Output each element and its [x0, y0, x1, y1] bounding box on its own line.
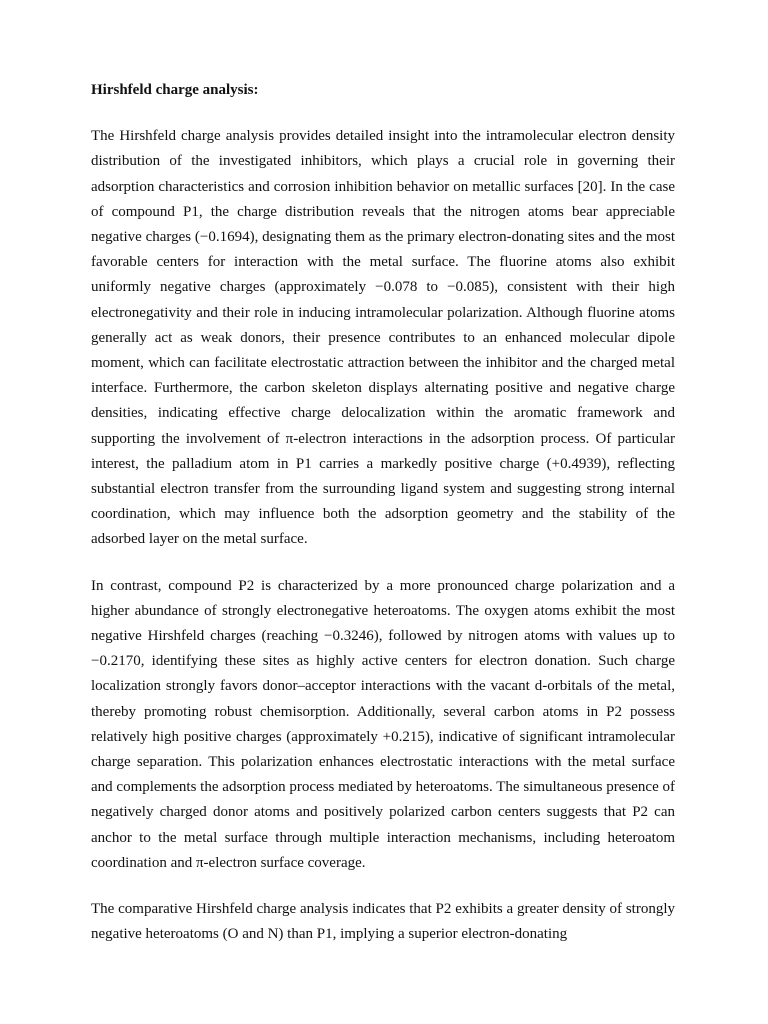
document-page [91, 78, 675, 969]
paragraph-comparison: The comparative Hirshfeld charge analysis indicates that P2 exhibits a greater density of strongly negative heteroatoms (O and N) than P1, implying a superior electron-donating [91, 901, 675, 943]
section-heading: Hirshfeld charge analysis: [91, 82, 259, 98]
paragraph-p1-analysis: The Hirshfeld charge analysis provides detailed insight into the intramolecular electron density distribution of the investigated inhibitors, which plays a crucial role in governing their adsorption characteristics and corrosion inhibition behavior on metallic surfaces [20]. In the case of compound P1, the charge distribution reveals that the nitrogen atoms bear appreciable negative charges (−0.1694), designating them as the primary electron-donating sites and the most favorable centers for interaction with the metal surface. The fluorine atoms also exhibit uniformly negative charges (approximately −0.078 to −0.085), consistent with their high electronegativity and their role in inducing intramolecular polarization. Although fluorine atoms generally act as weak donors, their presence contributes to an enhanced molecular dipole moment, which can facilitate electrostatic attraction between the inhibitor and the charged metal interface. Furthermore, the carbon skeleton displays alternating positive and negative charge densities, indicating effective charge delocalization within the aromatic framework and supporting the involvement of π-electron interactions in the adsorption process. Of particular interest, the palladium atom in P1 carries a markedly positive charge (+0.4939), reflecting substantial electron transfer from the surrounding ligand system and suggesting strong internal coordination, which may influence both the adsorption geometry and the stability of the adsorbed layer on the metal surface. [91, 128, 675, 548]
paragraph-p2-analysis: In contrast, compound P2 is characterized by a more pronounced charge polarization and a higher abundance of strongly electronegative heteroatoms. The oxygen atoms exhibit the most negative Hirshfeld charges (reaching −0.3246), followed by nitrogen atoms with values up to −0.2170, identifying these sites as highly active centers for electron donation. Such charge localization strongly favors donor–acceptor interactions with the vacant d-orbitals of the metal, thereby promoting robust chemisorption. Additionally, several carbon atoms in P2 possess relatively high positive charges (approximately +0.215), indicative of significant intramolecular charge separation. This polarization enhances electrostatic interactions with the metal surface and complements the adsorption process mediated by heteroatoms. The simultaneous presence of negatively charged donor atoms and positively polarized carbon centers suggests that P2 can anchor to the metal surface through multiple interaction mechanisms, including heteroatom coordination and π-electron surface coverage. [91, 577, 675, 871]
